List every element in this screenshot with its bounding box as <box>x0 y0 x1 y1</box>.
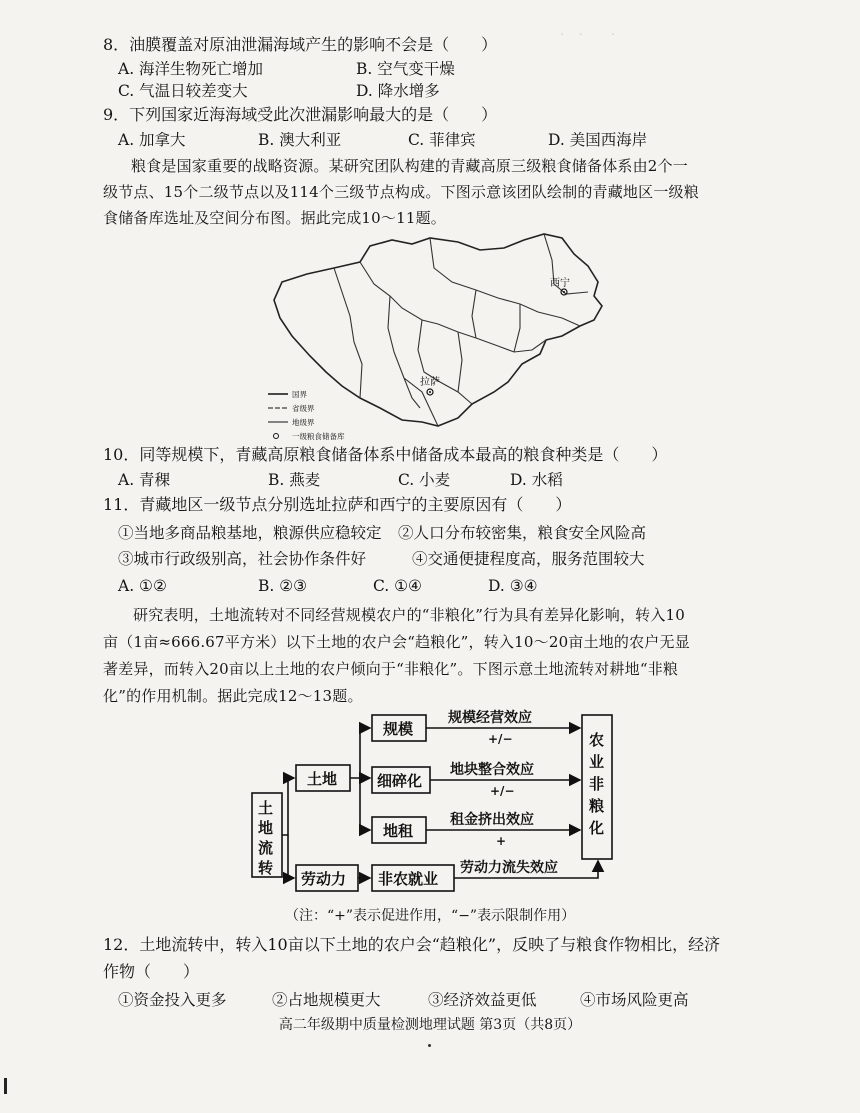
sign-frag: +/− <box>490 784 515 798</box>
qinghai-tibet-map <box>262 232 612 454</box>
map-prefecture-boundary-3 <box>418 320 472 404</box>
q11-option-b: B. ②③ <box>258 577 308 595</box>
lhasa-label: 拉萨 <box>420 377 440 388</box>
land-transfer-mechanism-diagram <box>238 705 628 905</box>
q8-option-a: A. 海洋生物死亡增加 <box>118 60 264 78</box>
page-footer: 高二年级期中质量检测地理试题 第3页（共8页） <box>278 1017 582 1033</box>
passage2-line-1: 研究表明，土地流转对不同经营规模农户的“非粮化”行为具有差异化影响，转入10 <box>133 606 686 624</box>
passage1-line-2: 级节点、15个二级节点以及114个三级节点构成。下图示意该团队绘制的青藏地区一级粮 <box>103 183 699 201</box>
q12-stem: 12．土地流转中，转入10亩以下土地的农户会“趋粮化”，反映了与粮食作物相比，经济 <box>103 935 721 954</box>
scale-label: 规模 <box>383 720 414 738</box>
q9-option-b: B. 澳大利亚 <box>258 131 342 149</box>
flow-note: （注：“+”表示促进作用，“−”表示限制作用） <box>285 908 576 924</box>
sign-rent: + <box>496 834 507 848</box>
q9-option-c: C. 菲律宾 <box>408 131 476 149</box>
q11-option-c: C. ①④ <box>373 577 422 595</box>
q8-stem: 8．油膜覆盖对原油泄漏海域产生的影响不会是（ ） <box>103 35 498 54</box>
q11-statement-3: ③城市行政级别高，社会协作条件好 <box>118 550 367 568</box>
page-dot <box>428 1044 431 1047</box>
q10-option-a: A. 青稞 <box>118 471 171 489</box>
passage2-line-4: 化”的作用机制。据此完成12～13题。 <box>103 687 363 705</box>
q12-option-2: ②占地规模更大 <box>272 991 381 1009</box>
legend-grain-reserve: 一级粮食储备库 <box>292 432 345 441</box>
q12-stem-cont: 作物（ ） <box>103 962 200 981</box>
passage2-line-3: 著差异，而转入20亩以上土地的农户倾向于“非粮化”。下图示意土地流转对耕地“非粮 <box>103 660 679 678</box>
e-rent-label: 租金挤出效应 <box>450 812 534 828</box>
frag-label: 细碎化 <box>377 772 423 790</box>
q9-option-d: D. 美国西海岸 <box>548 131 648 149</box>
land-label: 土地 <box>307 770 338 788</box>
map-province-boundary <box>360 262 546 352</box>
q12-option-1: ①资金投入更多 <box>118 991 227 1009</box>
passage2-line-2: 亩（1亩≈666.67平方米）以下土地的农户会“趋粮化”，转入10～20亩土地的农户无显 <box>103 633 690 651</box>
result-label-char-1: 农 <box>589 731 605 749</box>
result-label-char-2: 业 <box>589 753 605 771</box>
sign-scale: +/− <box>488 732 513 746</box>
map-prefecture-boundary-9 <box>404 378 420 408</box>
q10-option-d: D. 水稻 <box>510 471 563 489</box>
q11-statement-2: ②人口分布较密集，粮食安全风险高 <box>398 524 647 542</box>
map-outer-boundary <box>274 234 602 426</box>
e-scale-label: 规模经营效应 <box>448 710 532 726</box>
q8-option-b: B. 空气变干燥 <box>356 60 455 78</box>
q12-option-3: ③经济效益更低 <box>428 991 537 1009</box>
xining-label: 西宁 <box>550 278 570 289</box>
q11-option-a: A. ①② <box>118 577 167 595</box>
q11-stem: 11．青藏地区一级节点分别选址拉萨和西宁的主要原因有（ ） <box>103 495 572 514</box>
map-prefecture-boundary-6 <box>472 290 476 338</box>
result-label-char-4: 粮 <box>589 797 605 815</box>
map-prefecture-boundary-2 <box>388 296 438 426</box>
root-label-char-1: 土 <box>258 799 274 817</box>
legend-province-border: 省级界 <box>292 404 315 413</box>
map-prefecture-boundary-4 <box>458 332 462 392</box>
q9-option-a: A. 加拿大 <box>118 131 186 149</box>
labor-label: 劳动力 <box>301 870 347 888</box>
passage1-line-1: 粮食是国家重要的战略资源。某研究团队构建的青藏高原三级粮食储备体系由2个一 <box>131 157 688 175</box>
nonfarm-label: 非农就业 <box>378 870 439 888</box>
q8-option-d: D. 降水增多 <box>356 82 440 100</box>
map-legend <box>268 390 345 441</box>
map-prefecture-boundary-7 <box>514 304 520 352</box>
q10-option-c: C. 小麦 <box>398 471 451 489</box>
e-labor-label: 劳动力流失效应 <box>460 860 558 876</box>
q8-option-c: C. 气温日较差变大 <box>118 82 248 100</box>
q10-option-b: B. 燕麦 <box>268 471 321 489</box>
legend-national-border: 国界 <box>292 390 307 399</box>
q11-option-d: D. ③④ <box>488 577 538 595</box>
result-label-char-5: 化 <box>589 819 605 837</box>
root-label-char-3: 流 <box>258 839 274 857</box>
rent-label: 地租 <box>383 822 414 840</box>
bleed-through-mark: · · · <box>560 27 616 43</box>
q9-stem: 9．下列国家近海海域受此次泄漏影响最大的是（ ） <box>103 105 498 124</box>
map-prefecture-boundary-1 <box>334 268 362 398</box>
root-label-char-4: 转 <box>258 859 274 877</box>
legend-prefecture-border: 地级界 <box>292 418 315 427</box>
e-frag-label: 地块整合效应 <box>450 762 534 778</box>
q10-stem: 10．同等规模下，青藏高原粮食储备体系中储备成本最高的粮食种类是（ ） <box>103 445 668 464</box>
q11-statement-4: ④交通便捷程度高，服务范围较大 <box>412 550 645 568</box>
q12-option-4: ④市场风险更高 <box>580 991 689 1009</box>
result-label-char-3: 非 <box>589 775 605 793</box>
q11-statement-1: ①当地多商品粮基地，粮源供应稳较定 <box>118 524 382 542</box>
passage1-line-3: 食储备库选址及空间分布图。据此完成10～11题。 <box>103 209 446 227</box>
scan-edge-mark <box>4 1078 7 1094</box>
root-label-char-2: 地 <box>258 819 274 837</box>
